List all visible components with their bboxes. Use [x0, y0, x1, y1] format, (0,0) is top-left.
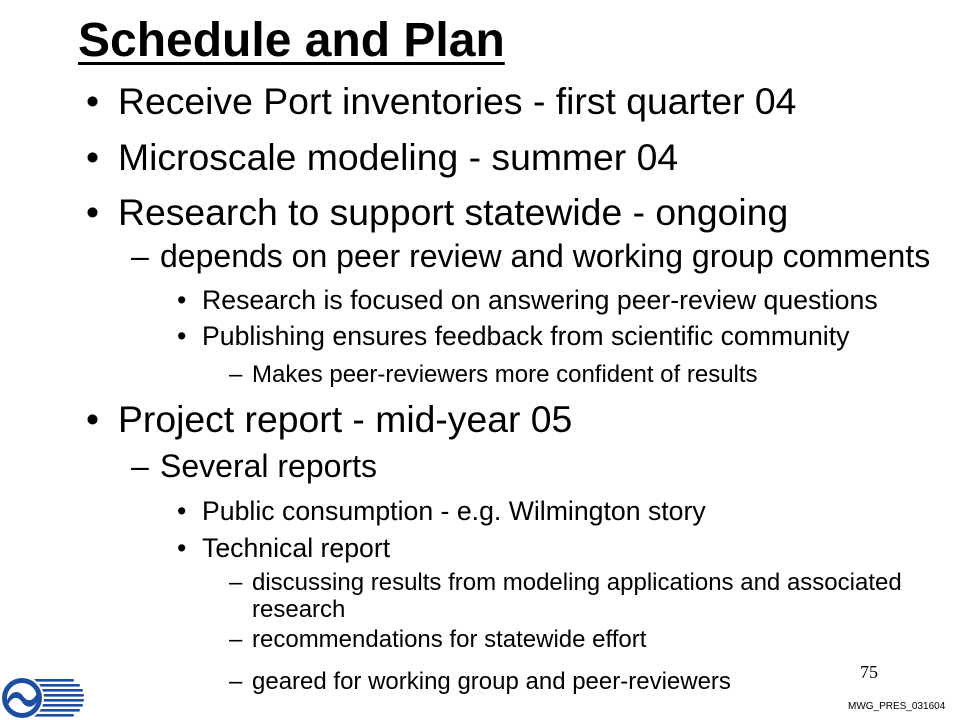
sub-bullet-text: Publishing ensures feedback from scientific community [202, 321, 850, 351]
bullet-marker: • [86, 398, 100, 440]
detail-item-text: Makes peer-reviewers more confident of results [252, 361, 758, 388]
dash-marker: – [131, 238, 149, 274]
bullet-text: Project report - mid-year 05 [118, 398, 573, 440]
detail-item-discussing-results [0, 569, 960, 623]
detail-item-recommendations [0, 626, 960, 655]
dash-marker: – [229, 668, 243, 695]
bullet-marker: • [177, 285, 187, 315]
dash-marker: – [229, 361, 243, 388]
sub-item-depends-on-peer-review [0, 237, 960, 275]
detail-item-text: recommendations for statewide effort [252, 626, 647, 653]
sub-bullet-research-focused [0, 284, 960, 316]
sub-bullet-public-consumption [0, 495, 960, 527]
bullet-text: Receive Port inventories - first quarter 04 [118, 80, 797, 122]
bullet-item-receive-port-inventories [0, 79, 960, 124]
sub-bullet-publishing-feedback [0, 320, 960, 352]
bullet-marker: • [86, 191, 100, 233]
footer-code: MWG_PRES_031604 [848, 701, 946, 712]
dash-marker: – [131, 448, 149, 484]
detail-item-geared-for-working-group [0, 668, 960, 697]
bullet-item-microscale-modeling [0, 135, 960, 180]
detail-item-text: discussing results from modeling applications and associated research [252, 569, 902, 623]
bullet-item-research-statewide [0, 190, 960, 235]
sub-bullet-text: Research is focused on answering peer-review questions [202, 285, 878, 315]
bullet-text: Microscale modeling - summer 04 [118, 136, 679, 178]
sub-bullet-technical-report [0, 532, 960, 564]
bullet-marker: • [86, 80, 100, 122]
sub-item-text: Several reports [160, 448, 377, 484]
detail-item-confident-results [0, 361, 960, 390]
page-number: 75 [860, 662, 878, 682]
bullet-marker: • [177, 533, 187, 563]
sub-item-text: depends on peer review and working group comments [160, 238, 931, 274]
slide-title: Schedule and Plan [78, 14, 505, 67]
dash-marker: – [229, 626, 243, 653]
bullet-item-project-report [0, 397, 960, 442]
sub-bullet-text: Technical report [202, 533, 391, 563]
sub-item-several-reports [0, 447, 960, 485]
dash-marker: – [229, 569, 243, 596]
detail-item-text: geared for working group and peer-reviewers [252, 668, 731, 695]
bullet-text: Research to support statewide - ongoing [118, 191, 789, 233]
agency-logo-icon [0, 676, 88, 720]
sub-bullet-text: Public consumption - e.g. Wilmington story [202, 496, 706, 526]
bullet-marker: • [86, 136, 100, 178]
bullet-marker: • [177, 321, 187, 351]
bullet-marker: • [177, 496, 187, 526]
